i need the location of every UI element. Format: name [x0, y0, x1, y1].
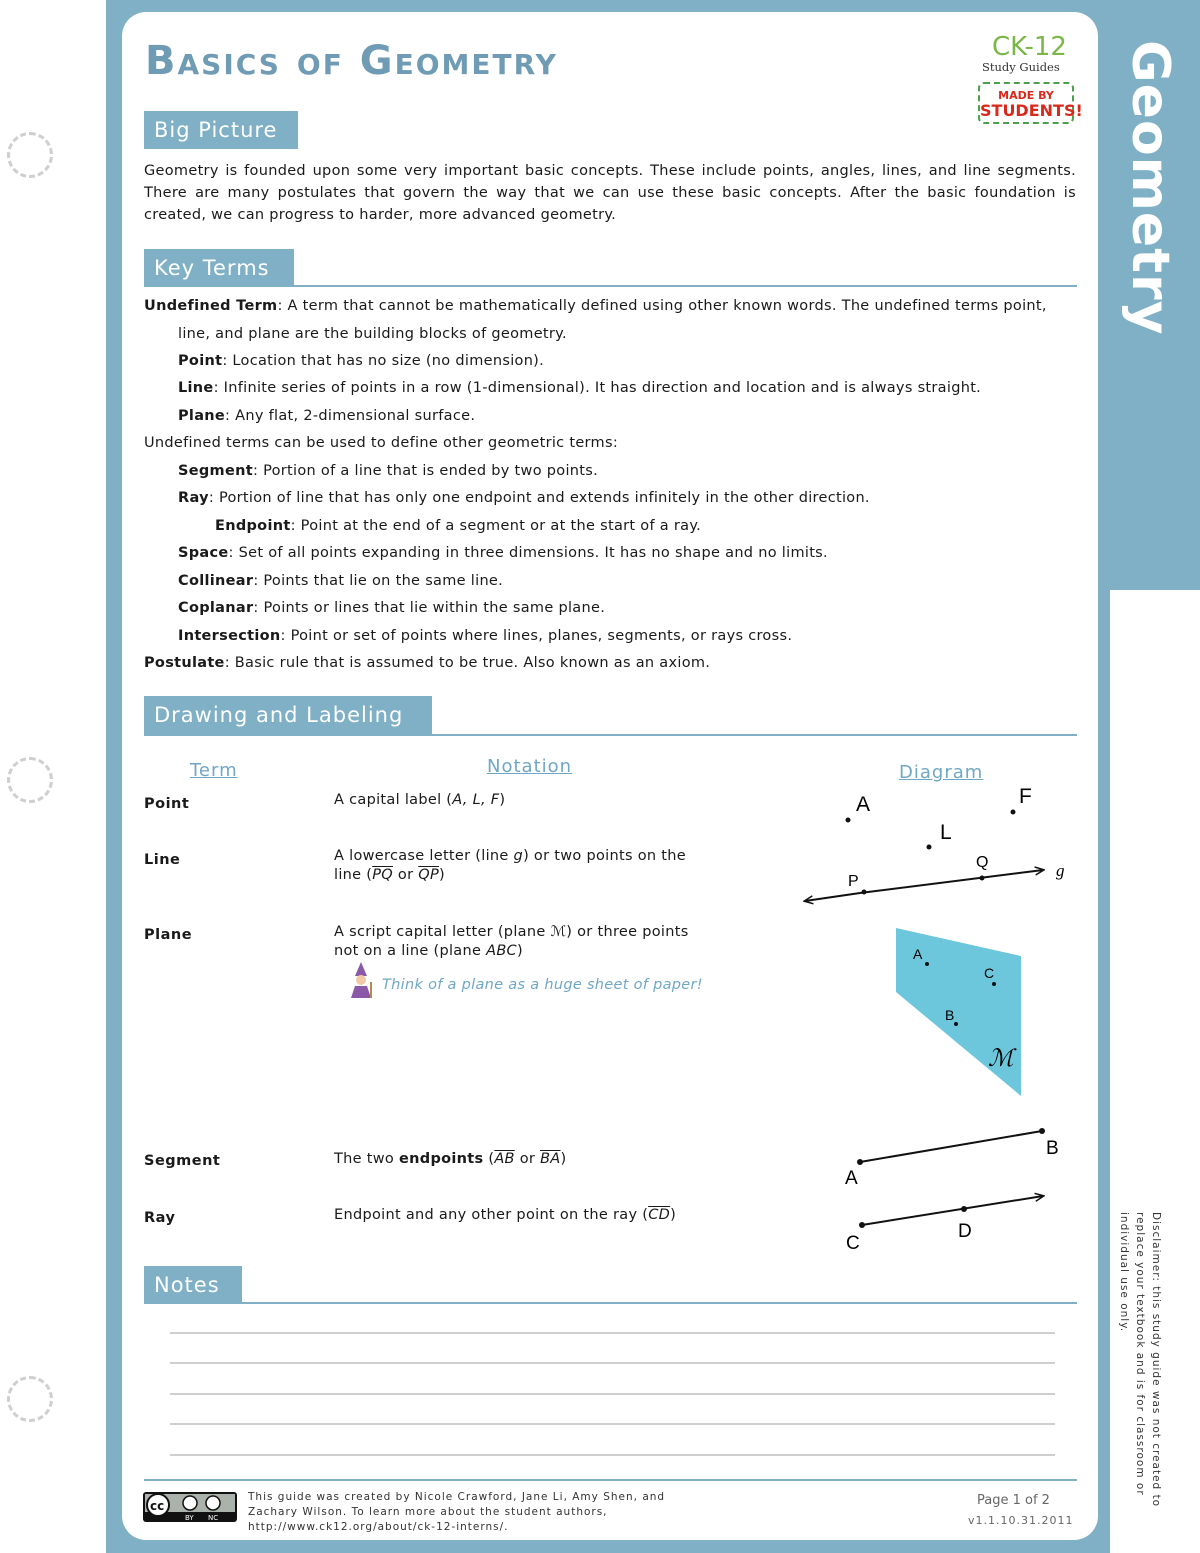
row-notation-line: A lowercase letter (line g) or two points on the line ($\overline{PQ}$ or $\overline{QP}$) [334, 848, 687, 883]
badge-line-2: STUDENTS! [980, 101, 1083, 120]
line-g-label: g [1056, 861, 1065, 880]
creative-commons-icon [143, 1492, 237, 1522]
segment-a-label: A [845, 1168, 858, 1189]
note-line[interactable] [170, 1393, 1055, 1395]
binder-hole-icon [7, 132, 53, 178]
point-l-dot [927, 845, 932, 850]
page-title: Basics of Geometry [145, 38, 558, 84]
terms-intro: Undefined terms can be used to define other geometric terms: [144, 435, 619, 451]
plane-point-b-label: B [945, 1007, 955, 1023]
plane-point-c-label: C [984, 965, 995, 981]
term-line: Line: Infinite series of points in a row (1-dimensional). It has direction and location and is always straight. [178, 380, 982, 396]
big-picture-heading: Big Picture [144, 111, 298, 149]
note-line[interactable] [170, 1332, 1055, 1334]
row-term-ray: Ray [144, 1210, 176, 1226]
row-term-plane: Plane [144, 927, 193, 943]
logo-text: CK-12 [992, 32, 1067, 62]
ck12-logo [978, 32, 1083, 132]
row-term-point: Point [144, 796, 190, 812]
plane-hint: Think of a plane as a huge sheet of paper! [382, 977, 703, 993]
badge-line-1: MADE BY [998, 89, 1054, 102]
row-notation-ray: Endpoint and any other point on the ray $(\overline{CD})$ [334, 1207, 677, 1223]
term-undefined-cont: line, and plane are the building blocks of geometry. [178, 326, 567, 342]
row-notation-point: A capital label (A, L, F) [334, 792, 506, 808]
column-diagram: Diagram [899, 762, 984, 783]
point-p-dot [862, 890, 867, 895]
page-number: Page 1 of 2 [977, 1493, 1050, 1508]
point-q-label: Q [976, 854, 989, 871]
column-notation: Notation [487, 756, 573, 777]
point-f-dot [1011, 810, 1016, 815]
notes-rule [144, 1302, 1077, 1304]
plane-point-a-label: A [913, 946, 923, 962]
row-notation-segment: The two endpoints ($\overline{AB}$ or $\overline{BA}$) [334, 1151, 567, 1167]
cc-nc-label: NC [208, 1514, 219, 1522]
term-intersection: Intersection: Point or set of points where lines, planes, segments, or rays cross. [178, 628, 793, 644]
made-by-students-badge [978, 82, 1083, 124]
point-a-label: A [856, 793, 871, 816]
segment-b-label: B [1046, 1138, 1059, 1159]
key-terms-rule [144, 285, 1077, 287]
big-picture-text: Geometry is founded upon some very important basic concepts. These include points, angles, lines, and line segments. There are many postulates that govern the way that we can use these basic concepts. After the basic foundation is created, we can progress to harder, more advanced geometry. [144, 163, 1076, 223]
row-notation-plane: A script capital letter (plane ℳ) or three points not on a line (plane ABC) [334, 924, 689, 959]
term-plane: Plane: Any flat, 2-dimensional surface. [178, 408, 476, 424]
term-point: Point: Location that has no size (no dimension). [178, 353, 545, 369]
term-ray: Ray: Portion of line that has only one endpoint and extends infinitely in the other direction. [178, 490, 870, 506]
term-undefined: Undefined Term: A term that cannot be mathematically defined using other known words. The undefined terms point, [144, 298, 1047, 314]
key-terms-heading: Key Terms [144, 249, 294, 287]
footer-credit[interactable]: This guide was created by Nicole Crawford, Jane Li, Amy Shen, and Zachary Wilson. To learn more about the student authors, http://www.ck12.org/about/ck-12-interns/. [248, 1491, 666, 1533]
ray-d-label: D [958, 1221, 972, 1242]
plane-m-label: ℳ [988, 1044, 1014, 1072]
note-line[interactable] [170, 1454, 1055, 1456]
cc-by-label: BY [185, 1514, 194, 1522]
disclaimer: Disclaimer: this study guide was not created to replace your textbook and is for classroom or individual use only. [1118, 1212, 1162, 1508]
point-a-dot [846, 818, 851, 823]
drawing-heading: Drawing and Labeling [144, 696, 432, 734]
footer-rule [144, 1479, 1077, 1481]
svg-text:cc: cc [150, 1499, 165, 1513]
notes-heading: Notes [144, 1266, 242, 1304]
side-tab-title: Geometry [1120, 40, 1180, 336]
binder-hole-icon [7, 757, 53, 803]
drawing-rule [144, 734, 1077, 736]
point-f-label: F [1019, 785, 1032, 808]
term-space: Space: Set of all points expanding in three dimensions. It has no shape and no limits. [178, 545, 828, 561]
term-coplanar: Coplanar: Points or lines that lie within the same plane. [178, 600, 606, 616]
wizard-icon [346, 962, 376, 998]
term-collinear: Collinear: Points that lie on the same line. [178, 573, 504, 589]
point-p-label: P [848, 873, 859, 890]
note-line[interactable] [170, 1423, 1055, 1425]
binder-hole-icon [7, 1376, 53, 1422]
geometry-diagram [790, 775, 1080, 1265]
term-endpoint: Endpoint: Point at the end of a segment or at the start of a ray. [215, 518, 702, 534]
version-label: v1.1.10.31.2011 [968, 1514, 1074, 1527]
term-postulate: Postulate: Basic rule that is assumed to be true. Also known as an axiom. [144, 655, 711, 671]
row-term-segment: Segment [144, 1153, 221, 1169]
note-line[interactable] [170, 1362, 1055, 1364]
row-term-line: Line [144, 852, 181, 868]
term-segment: Segment: Portion of a line that is ended by two points. [178, 463, 599, 479]
column-term: Term [190, 760, 238, 781]
ray-c-label: C [846, 1233, 860, 1254]
point-q-dot [980, 876, 985, 881]
point-l-label: L [940, 821, 952, 844]
logo-subtitle: Study Guides [982, 60, 1060, 74]
